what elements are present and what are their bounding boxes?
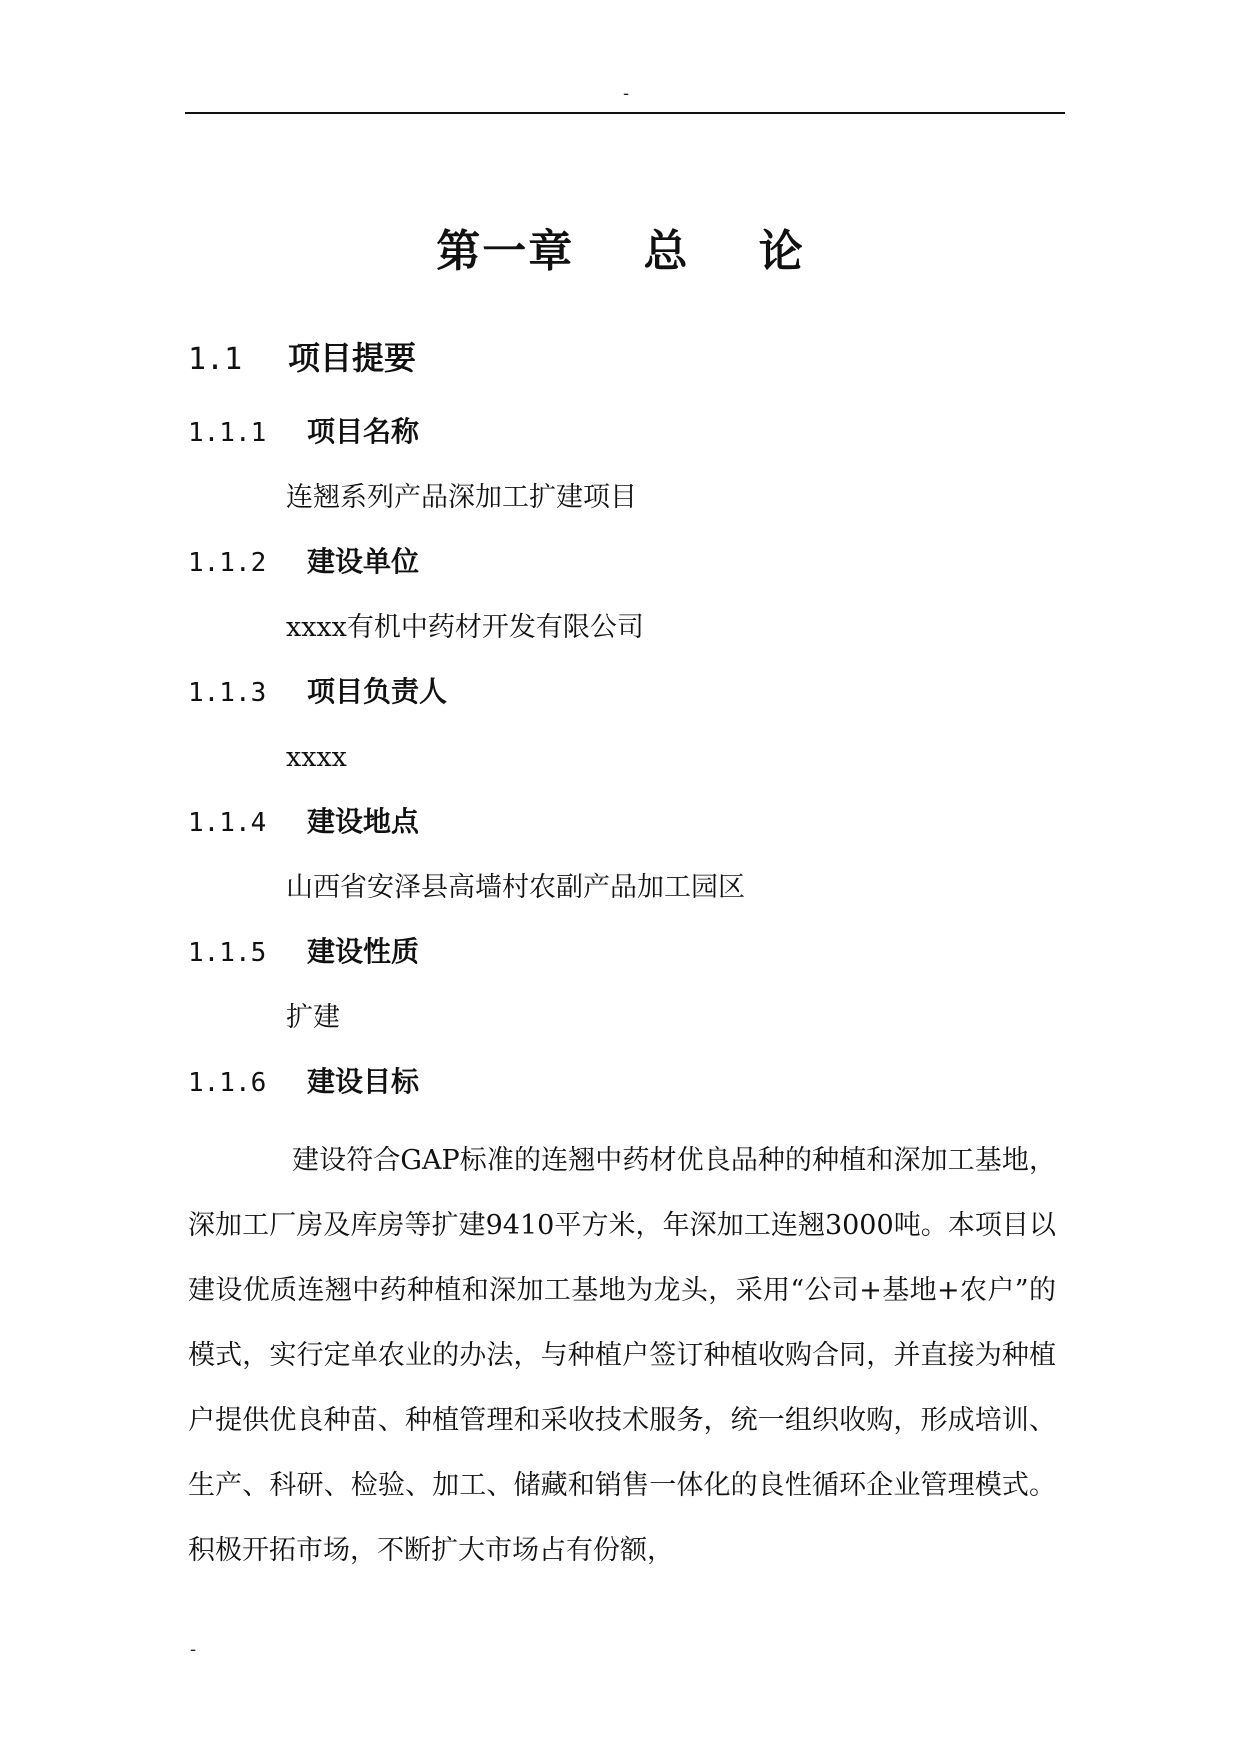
subsection-heading-location <box>188 802 419 843</box>
subsection-number: 1.1.5 <box>188 938 267 968</box>
subsection-number: 1.1.2 <box>188 548 267 578</box>
subsection-heading-nature <box>188 932 419 973</box>
section-heading <box>188 336 416 382</box>
section-title: 项目提要 <box>288 339 417 377</box>
subsection-heading-project-leader <box>188 672 447 713</box>
nature-value: 扩建 <box>286 1002 340 1033</box>
header-mark: - <box>623 83 630 104</box>
goal-paragraph: 建设符合GAP标准的连翘中药材优良品种的种植和深加工基地，深加工厂房及库房等扩建9410平方米，年深加工连翘3000吨。本项目以建设优质连翘中药种植和深加工基地为龙头，采用“公司+基地+农户”的模式，实行定单农业的办法，与种植户签订种植收购合同，并直接为种植户提供优良种苗、种植管理和采收技术服务，统一组织收购，形成培训、生产、科研、检验、加工、储藏和销售一体化的良性循环企业管理模式。积极开拓市场，不断扩大市场占有份额， <box>188 1145 1056 1566</box>
subsection-number: 1.1.3 <box>188 678 267 708</box>
subsection-title: 建设地点 <box>307 805 420 838</box>
footer-mark: - <box>190 1639 197 1660</box>
subsection-title: 项目名称 <box>307 415 420 448</box>
subsection-heading-project-name <box>188 412 419 453</box>
subsection-heading-construction-unit <box>188 542 419 583</box>
project-name-value: 连翘系列产品深加工扩建项目 <box>286 482 637 513</box>
project-leader-value: xxxx <box>286 742 347 773</box>
subsection-title: 项目负责人 <box>307 675 448 708</box>
subsection-number: 1.1.6 <box>188 1068 267 1098</box>
subsection-heading-goal <box>188 1062 419 1103</box>
section-number: 1.1 <box>188 342 243 377</box>
chapter-title: 第一章 总 论 <box>436 226 805 277</box>
construction-unit-value: xxxx有机中药材开发有限公司 <box>286 612 644 643</box>
subsection-title: 建设单位 <box>307 545 420 578</box>
subsection-number: 1.1.1 <box>188 418 267 448</box>
subsection-title: 建设性质 <box>307 935 420 968</box>
subsection-title: 建设目标 <box>307 1065 420 1098</box>
header-rule <box>185 112 1065 114</box>
subsection-number: 1.1.4 <box>188 808 267 838</box>
location-value: 山西省安泽县高墙村农副产品加工园区 <box>286 872 745 903</box>
